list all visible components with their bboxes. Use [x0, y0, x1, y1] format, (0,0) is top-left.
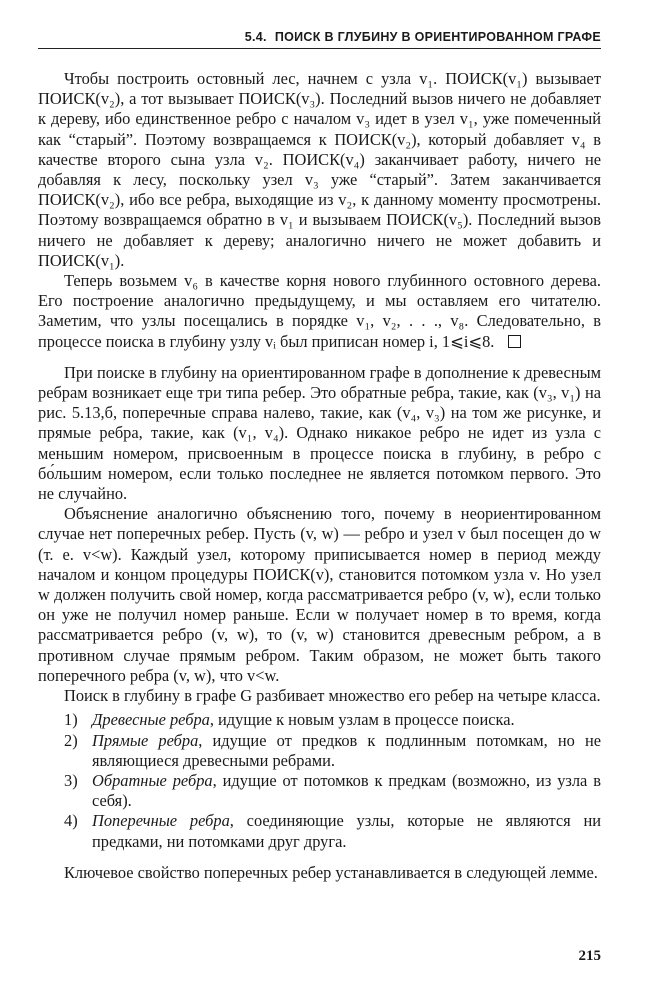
list-item-text: , идущие к новым узлам в процессе поиска.	[209, 710, 515, 730]
section-title: ПОИСК В ГЛУБИНУ В ОРИЕНТИРОВАННОМ ГРАФЕ	[274, 30, 601, 44]
list-item	[38, 811, 601, 851]
list-item-term: Поперечные ребра	[92, 811, 230, 831]
paragraph-2-text: Теперь возьмем v₆ в качестве корня нового глубинного остовного дерева. Его построение аналогично предыдущему, и мы оставляем его читателю. Заметим, что узлы посещались в порядке v₁, v₂, . . ., v₈. Следовательно, в процессе поиска в глубину узлу vᵢ был приписан номер i, 1⩽i⩽8.	[38, 271, 601, 351]
list-item-text: , идущие от потомков к предкам (возможно, из узла в себя).	[92, 770, 601, 811]
list-item-term: Обратные ребра	[92, 770, 213, 790]
list-item-term: Прямые ребра	[92, 730, 199, 750]
list-item-number: 3)	[64, 770, 78, 790]
section-number: 5.4.	[244, 30, 267, 44]
book-page	[38, 30, 601, 883]
list-item-number: 4)	[64, 811, 78, 831]
paragraph-1: Чтобы построить остовный лес, начнем с узла v₁. ПОИСК(v₁) вызывает ПОИСК(v₂), а тот вызывает ПОИСК(v₃). Последний вызов ничего не добавляет к дереву, ибо единственное ребро с началом v₃ идет в узел v₁, уже помеченный как “старый”. Поэтому возвращаемся к ПОИСК(v₂), который добавляет v₄ в качестве второго сына узла v₂. ПОИСК(v₄) заканчивает работу, ничего не добавляя к лесу, поскольку узел v₃ уже “старый”. Затем заканчивается ПОИСК(v₂), ибо все ребра, выходящие из v₂, к данному моменту просмотрены. Поэтому возвращаемся обратно в v₁ и вызываем ПОИСК(v₅). Последний вызов ничего не добавляет к дереву; аналогично ничего не может добавить и ПОИСК(v₁).	[38, 69, 601, 270]
closing-paragraph: Ключевое свойство поперечных ребер устанавливается в следующей лемме.	[64, 862, 598, 882]
paragraph-3: При поиске в глубину на ориентированном графе в дополнение к древесным ребрам возникает еще три типа ребер. Это обратные ребра, такие, как (v₃, v₁) на рис. 5.13,б, поперечные справа налево, такие, как (v₄, v₃) на том же рисунке, и прямые ребра, такие, как (v₁, v₄). Однако никакое ребро не идет из узла с меньшим номером, присвоенным в процессе поиска в глубину, в ребро с бо́льшим номером, если только последнее не является потомком первого. Это не случайно.	[38, 362, 601, 504]
list-item-text: , соединяющие узлы, которые не являются ни предками, ни потомками друг друга.	[92, 811, 601, 851]
paragraph-2	[38, 271, 601, 352]
list-item-number: 2)	[64, 730, 78, 750]
list-item-number: 1)	[64, 710, 78, 730]
page-number: 215	[578, 948, 601, 964]
list-item	[38, 731, 601, 771]
end-of-proof-icon	[508, 335, 521, 348]
paragraph-5: Поиск в глубину в графе G разбивает множество его ребер на четыре класса.	[64, 686, 601, 706]
running-header	[38, 30, 601, 49]
paragraph-4: Объяснение аналогично объяснению того, почему в неориентированном случае нет поперечных ребер. Пусть (v, w) — ребро и узел v был посещен до w (т. е. v<w). Каждый узел, которому приписывается номер в период между началом и концом процедуры ПОИСК(v), становится потомком узла v. Но узел w должен получить свой номер, когда рассматривается ребро (v, w), если только он уже не получил номер раньше. Если w получает номер в то время, когда рассматривается ребро (v, w), то (v, w) становится древесным ребром, а в противном случае прямым ребром. Таким образом, не может быть такого поперечного ребра (v, w), что v<w.	[38, 504, 601, 685]
list-item	[38, 710, 601, 730]
edge-classes-list	[38, 710, 601, 851]
list-item	[38, 771, 601, 811]
list-item-text: , идущие от предков к подлинным потомкам, но не являющиеся древесными ребрами.	[92, 730, 601, 770]
list-item-term: Древесные ребра	[92, 710, 210, 730]
